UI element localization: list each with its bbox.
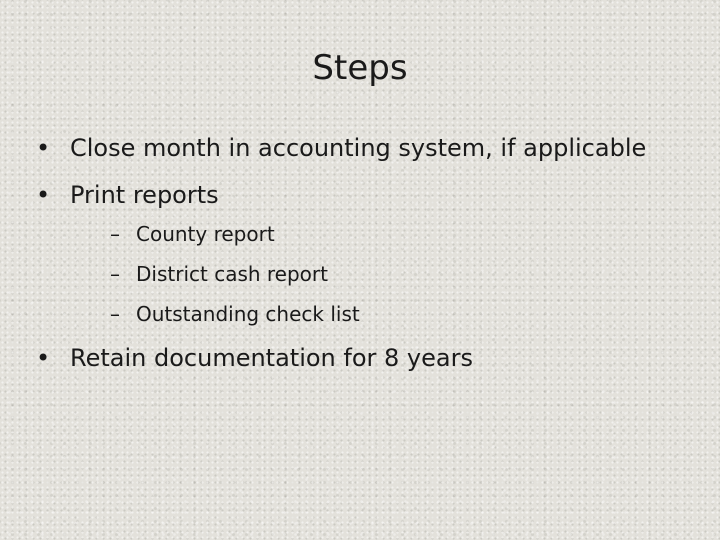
sub-bullet-text: County report [136,222,275,246]
bullet-text: Print reports [70,181,219,209]
slide-title: Steps [312,48,408,88]
bullet-item [36,179,656,328]
sub-bullet-item [70,300,656,328]
bullet-text: Close month in accounting system, if applicable [70,134,647,162]
sub-bullet-item [70,220,656,248]
bullet-marker: • [36,344,51,372]
bullet-item [36,132,656,165]
sub-bullet-list [70,220,656,328]
sub-bullet-item [70,260,656,288]
sub-bullet-marker: – [110,262,120,286]
bullet-text: Retain documentation for 8 years [70,344,473,372]
bullet-marker: • [36,181,51,209]
sub-bullet-text: District cash report [136,262,328,286]
sub-bullet-marker: – [110,222,120,246]
sub-bullet-text: Outstanding check list [136,302,360,326]
bullet-marker: • [36,134,51,162]
bullet-list [36,132,656,389]
sub-bullet-marker: – [110,302,120,326]
bullet-item [36,342,656,375]
